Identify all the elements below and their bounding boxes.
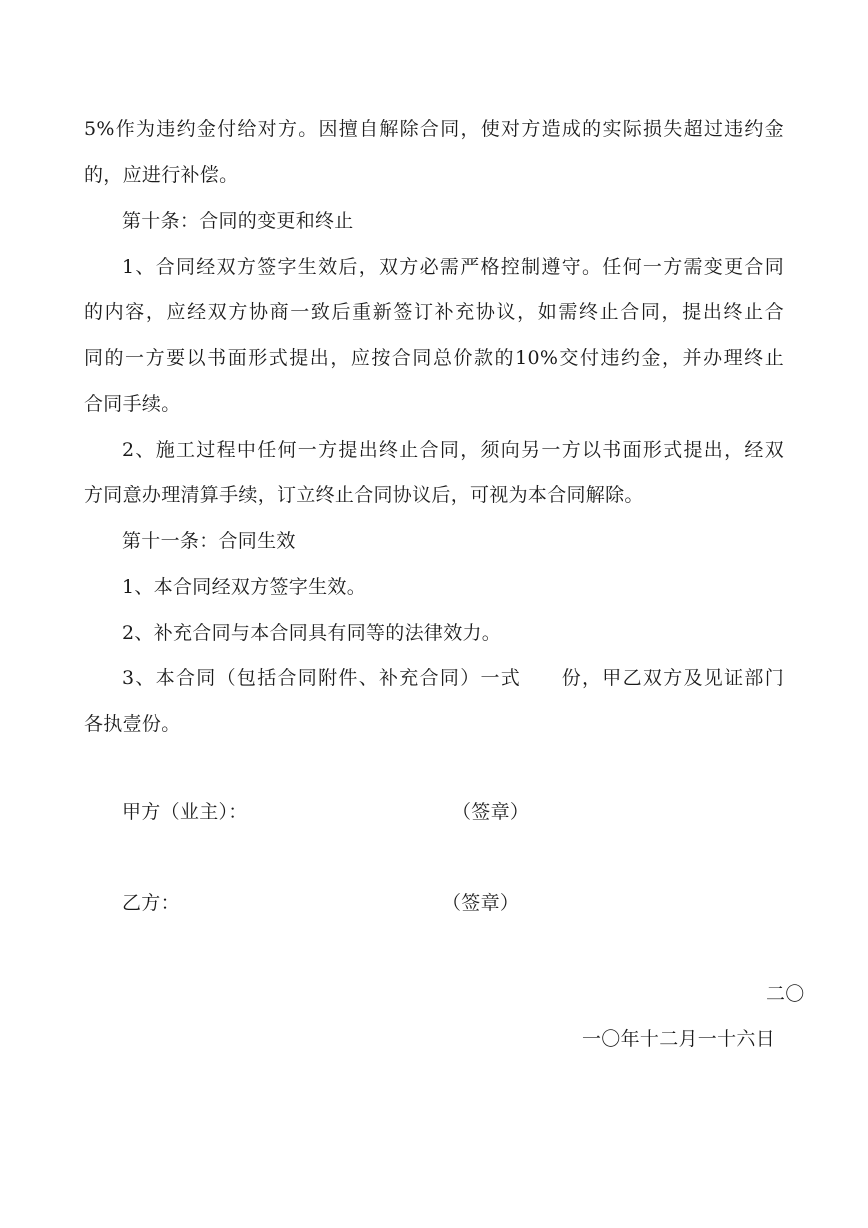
party-a-label: 甲方（业主）： bbox=[122, 801, 248, 823]
paragraph-line: 1、合同经双方签字生效后，双方必需严格控制遵守。任何一方需变更合同 bbox=[122, 256, 784, 278]
paragraph-line: 合同手续。 bbox=[84, 393, 181, 415]
section-heading: 第十一条：合同生效 bbox=[122, 530, 296, 552]
paragraph-line: 各执壹份。 bbox=[84, 713, 181, 735]
date-line: 一〇年十二月一十六日 bbox=[582, 1028, 776, 1050]
paragraph-line: 3、本合同（包括合同附件、补充合同）一式 份，甲乙双方及见证部门 bbox=[122, 667, 784, 689]
party-a-seal: （签章） bbox=[452, 801, 530, 823]
party-b-seal: （签章） bbox=[442, 892, 520, 914]
paragraph-line: 的内容，应经双方协商一致后重新签订补充协议，如需终止合同，提出终止合 bbox=[84, 301, 784, 323]
paragraph-line: 2、补充合同与本合同具有同等的法律效力。 bbox=[122, 622, 502, 644]
paragraph-line: 方同意办理清算手续，订立终止合同协议后，可视为本合同解除。 bbox=[84, 484, 644, 506]
paragraph-line: 1、本合同经双方签字生效。 bbox=[122, 576, 366, 598]
paragraph-line: 5%作为违约金付给对方。因擅自解除合同，使对方造成的实际损失超过违约金 bbox=[84, 118, 784, 140]
paragraph-line: 2、施工过程中任何一方提出终止合同，须向另一方以书面形式提出，经双 bbox=[122, 439, 784, 461]
paragraph-line: 的，应进行补偿。 bbox=[84, 164, 239, 186]
date-year-prefix: 二〇 bbox=[766, 983, 805, 1005]
party-b-label: 乙方： bbox=[122, 892, 180, 914]
section-heading: 第十条：合同的变更和终止 bbox=[122, 210, 354, 232]
paragraph-line: 同的一方要以书面形式提出，应按合同总价款的10%交付违约金，并办理终止 bbox=[84, 347, 784, 369]
